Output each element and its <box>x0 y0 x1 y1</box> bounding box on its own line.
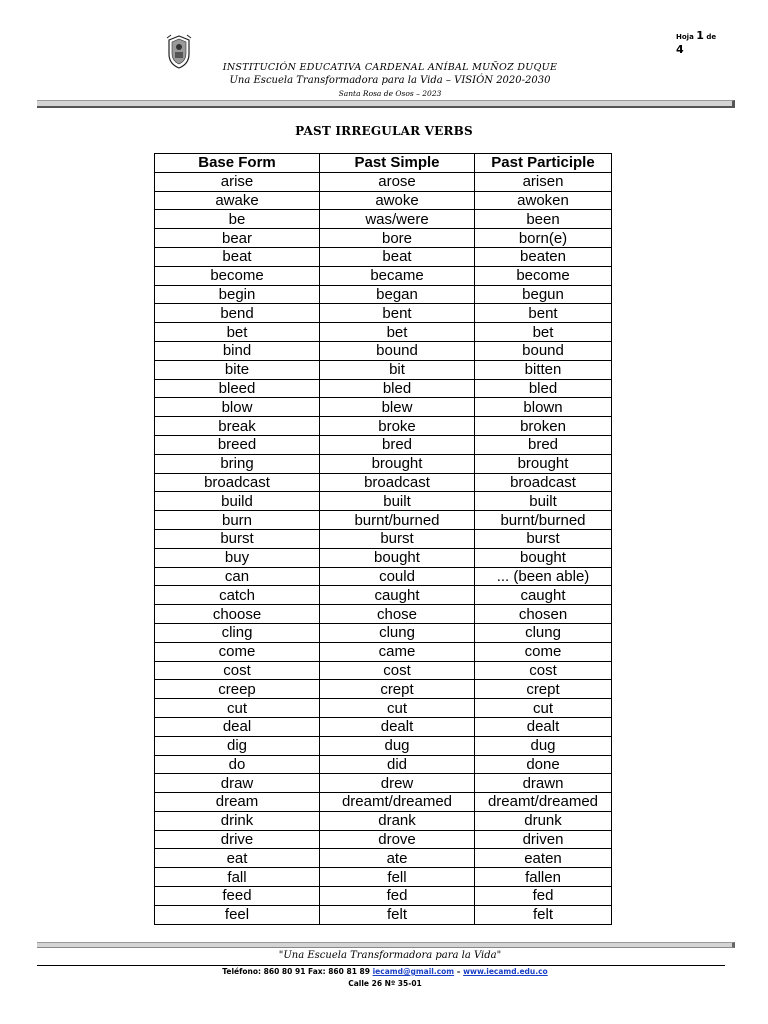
past-simple-cell: fed <box>320 887 475 906</box>
past-simple-cell: broadcast <box>320 473 475 492</box>
past-participle-cell: burnt/burned <box>475 511 612 530</box>
table-row <box>155 529 612 548</box>
footer-rule <box>37 965 725 966</box>
footer-motto: "Una Escuela Transformadora para la Vida" <box>278 950 502 961</box>
past-participle-cell: built <box>475 492 612 511</box>
base-form-cell: burst <box>155 529 320 548</box>
table-row <box>155 341 612 360</box>
base-form-cell: bind <box>155 341 320 360</box>
past-simple-cell: broke <box>320 417 475 436</box>
past-participle-cell: driven <box>475 830 612 849</box>
table-row <box>155 642 612 661</box>
table-row <box>155 172 612 191</box>
table-row <box>155 717 612 736</box>
table-row <box>155 379 612 398</box>
past-participle-cell: fed <box>475 887 612 906</box>
table-row <box>155 435 612 454</box>
past-simple-cell: clung <box>320 623 475 642</box>
past-simple-cell: bought <box>320 548 475 567</box>
past-participle-cell: dealt <box>475 717 612 736</box>
table-row <box>155 473 612 492</box>
table-row <box>155 680 612 699</box>
past-participle-cell: dug <box>475 736 612 755</box>
table-row <box>155 811 612 830</box>
past-participle-cell: born(e) <box>475 229 612 248</box>
table-row <box>155 755 612 774</box>
past-participle-cell: come <box>475 642 612 661</box>
irregular-verbs-table <box>154 153 612 925</box>
table-row <box>155 511 612 530</box>
institution-name: INSTITUCIÓN EDUCATIVA CARDENAL ANÍBAL MUÑOZ DUQUE <box>222 62 558 73</box>
past-simple-cell: was/were <box>320 210 475 229</box>
footer-contact <box>60 967 710 976</box>
past-participle-cell: broadcast <box>475 473 612 492</box>
table-row <box>155 492 612 511</box>
base-form-cell: bring <box>155 454 320 473</box>
vision-motto: Una Escuela Transformadora para la Vida – VISIÓN 2020-2030 <box>229 75 551 86</box>
table-row <box>155 548 612 567</box>
table-row <box>155 905 612 924</box>
table-row <box>155 191 612 210</box>
past-simple-cell: drove <box>320 830 475 849</box>
website-link[interactable]: www.iecamd.edu.co <box>463 967 548 976</box>
past-simple-cell: became <box>320 266 475 285</box>
base-form-cell: burn <box>155 511 320 530</box>
past-participle-cell: begun <box>475 285 612 304</box>
base-form-cell: buy <box>155 548 320 567</box>
past-simple-cell: ate <box>320 849 475 868</box>
table-row <box>155 210 612 229</box>
past-participle-cell: felt <box>475 905 612 924</box>
base-form-cell: dream <box>155 793 320 812</box>
past-simple-cell: bound <box>320 341 475 360</box>
page-label: Hoja <box>676 33 694 41</box>
page-number <box>676 30 756 55</box>
column-header-past-participle: Past Participle <box>475 154 612 173</box>
past-simple-cell: bore <box>320 229 475 248</box>
table-row <box>155 868 612 887</box>
past-simple-cell: fell <box>320 868 475 887</box>
past-participle-cell: bitten <box>475 360 612 379</box>
base-form-cell: catch <box>155 586 320 605</box>
page-of: de <box>706 33 717 41</box>
past-simple-cell: began <box>320 285 475 304</box>
column-header-base-form: Base Form <box>155 154 320 173</box>
base-form-cell: cost <box>155 661 320 680</box>
past-simple-cell: burnt/burned <box>320 511 475 530</box>
base-form-cell: awake <box>155 191 320 210</box>
page-title: PAST IRREGULAR VERBS <box>295 124 473 138</box>
table-row <box>155 586 612 605</box>
page-current: 1 <box>696 29 704 42</box>
past-simple-cell: chose <box>320 605 475 624</box>
past-participle-cell: cut <box>475 699 612 718</box>
base-form-cell: broadcast <box>155 473 320 492</box>
footer-address: Calle 26 Nº 35-01 <box>348 979 422 988</box>
past-participle-cell: bet <box>475 323 612 342</box>
phone-fax: Teléfono: 860 80 91 Fax: 860 81 89 <box>222 967 370 976</box>
past-participle-cell: ... (been able) <box>475 567 612 586</box>
base-form-cell: do <box>155 755 320 774</box>
base-form-cell: build <box>155 492 320 511</box>
past-participle-cell: arisen <box>475 172 612 191</box>
past-simple-cell: caught <box>320 586 475 605</box>
table-body <box>155 172 612 924</box>
past-participle-cell: beaten <box>475 247 612 266</box>
table-row <box>155 830 612 849</box>
base-form-cell: break <box>155 417 320 436</box>
past-participle-cell: bled <box>475 379 612 398</box>
table-row <box>155 454 612 473</box>
header-divider <box>37 100 735 108</box>
base-form-cell: be <box>155 210 320 229</box>
base-form-cell: bleed <box>155 379 320 398</box>
base-form-cell: drive <box>155 830 320 849</box>
table-row <box>155 793 612 812</box>
table-row <box>155 567 612 586</box>
past-simple-cell: drank <box>320 811 475 830</box>
table-row <box>155 304 612 323</box>
past-simple-cell: drew <box>320 774 475 793</box>
base-form-cell: drink <box>155 811 320 830</box>
base-form-cell: arise <box>155 172 320 191</box>
table-row <box>155 774 612 793</box>
past-participle-cell: dreamt/dreamed <box>475 793 612 812</box>
past-simple-cell: bent <box>320 304 475 323</box>
past-simple-cell: crept <box>320 680 475 699</box>
base-form-cell: choose <box>155 605 320 624</box>
past-simple-cell: arose <box>320 172 475 191</box>
column-header-past-simple: Past Simple <box>320 154 475 173</box>
base-form-cell: deal <box>155 717 320 736</box>
past-participle-cell: blown <box>475 398 612 417</box>
footer-divider <box>37 942 735 948</box>
past-simple-cell: burst <box>320 529 475 548</box>
base-form-cell: bite <box>155 360 320 379</box>
past-participle-cell: bred <box>475 435 612 454</box>
past-simple-cell: came <box>320 642 475 661</box>
past-participle-cell: eaten <box>475 849 612 868</box>
table-row <box>155 229 612 248</box>
past-simple-cell: dreamt/dreamed <box>320 793 475 812</box>
past-simple-cell: blew <box>320 398 475 417</box>
base-form-cell: eat <box>155 849 320 868</box>
past-simple-cell: cut <box>320 699 475 718</box>
table-row <box>155 623 612 642</box>
past-participle-cell: burst <box>475 529 612 548</box>
table-row <box>155 266 612 285</box>
table-row <box>155 247 612 266</box>
past-participle-cell: cost <box>475 661 612 680</box>
base-form-cell: draw <box>155 774 320 793</box>
contact-separator: – <box>456 967 461 976</box>
base-form-cell: fall <box>155 868 320 887</box>
base-form-cell: can <box>155 567 320 586</box>
past-simple-cell: dug <box>320 736 475 755</box>
past-participle-cell: drawn <box>475 774 612 793</box>
table-row <box>155 887 612 906</box>
table-row <box>155 736 612 755</box>
table-row <box>155 849 612 868</box>
past-participle-cell: bought <box>475 548 612 567</box>
past-simple-cell: bit <box>320 360 475 379</box>
base-form-cell: dig <box>155 736 320 755</box>
past-participle-cell: bent <box>475 304 612 323</box>
past-participle-cell: drunk <box>475 811 612 830</box>
table-row <box>155 605 612 624</box>
base-form-cell: come <box>155 642 320 661</box>
past-participle-cell: become <box>475 266 612 285</box>
base-form-cell: cut <box>155 699 320 718</box>
past-simple-cell: beat <box>320 247 475 266</box>
base-form-cell: cling <box>155 623 320 642</box>
past-participle-cell: bound <box>475 341 612 360</box>
past-participle-cell: crept <box>475 680 612 699</box>
base-form-cell: become <box>155 266 320 285</box>
page-total: 4 <box>676 43 684 56</box>
base-form-cell: bear <box>155 229 320 248</box>
past-simple-cell: bled <box>320 379 475 398</box>
table-row <box>155 661 612 680</box>
base-form-cell: blow <box>155 398 320 417</box>
past-simple-cell: felt <box>320 905 475 924</box>
table-row <box>155 417 612 436</box>
past-simple-cell: bet <box>320 323 475 342</box>
past-simple-cell: awoke <box>320 191 475 210</box>
base-form-cell: feed <box>155 887 320 906</box>
base-form-cell: bet <box>155 323 320 342</box>
past-participle-cell: broken <box>475 417 612 436</box>
base-form-cell: feel <box>155 905 320 924</box>
location-year: Santa Rosa de Osos – 2023 <box>338 89 442 98</box>
base-form-cell: begin <box>155 285 320 304</box>
past-simple-cell: dealt <box>320 717 475 736</box>
base-form-cell: bend <box>155 304 320 323</box>
table-header-row <box>155 154 612 173</box>
past-participle-cell: been <box>475 210 612 229</box>
past-simple-cell: did <box>320 755 475 774</box>
past-participle-cell: brought <box>475 454 612 473</box>
past-participle-cell: fallen <box>475 868 612 887</box>
email-link[interactable]: iecamd@gmail.com <box>372 967 455 976</box>
base-form-cell: beat <box>155 247 320 266</box>
base-form-cell: creep <box>155 680 320 699</box>
past-participle-cell: done <box>475 755 612 774</box>
past-participle-cell: awoken <box>475 191 612 210</box>
base-form-cell: breed <box>155 435 320 454</box>
table-row <box>155 398 612 417</box>
past-simple-cell: bred <box>320 435 475 454</box>
past-participle-cell: clung <box>475 623 612 642</box>
table-row <box>155 360 612 379</box>
table-row <box>155 699 612 718</box>
table-row <box>155 285 612 304</box>
past-participle-cell: chosen <box>475 605 612 624</box>
past-simple-cell: cost <box>320 661 475 680</box>
past-simple-cell: built <box>320 492 475 511</box>
table-row <box>155 323 612 342</box>
past-simple-cell: could <box>320 567 475 586</box>
past-participle-cell: caught <box>475 586 612 605</box>
past-simple-cell: brought <box>320 454 475 473</box>
